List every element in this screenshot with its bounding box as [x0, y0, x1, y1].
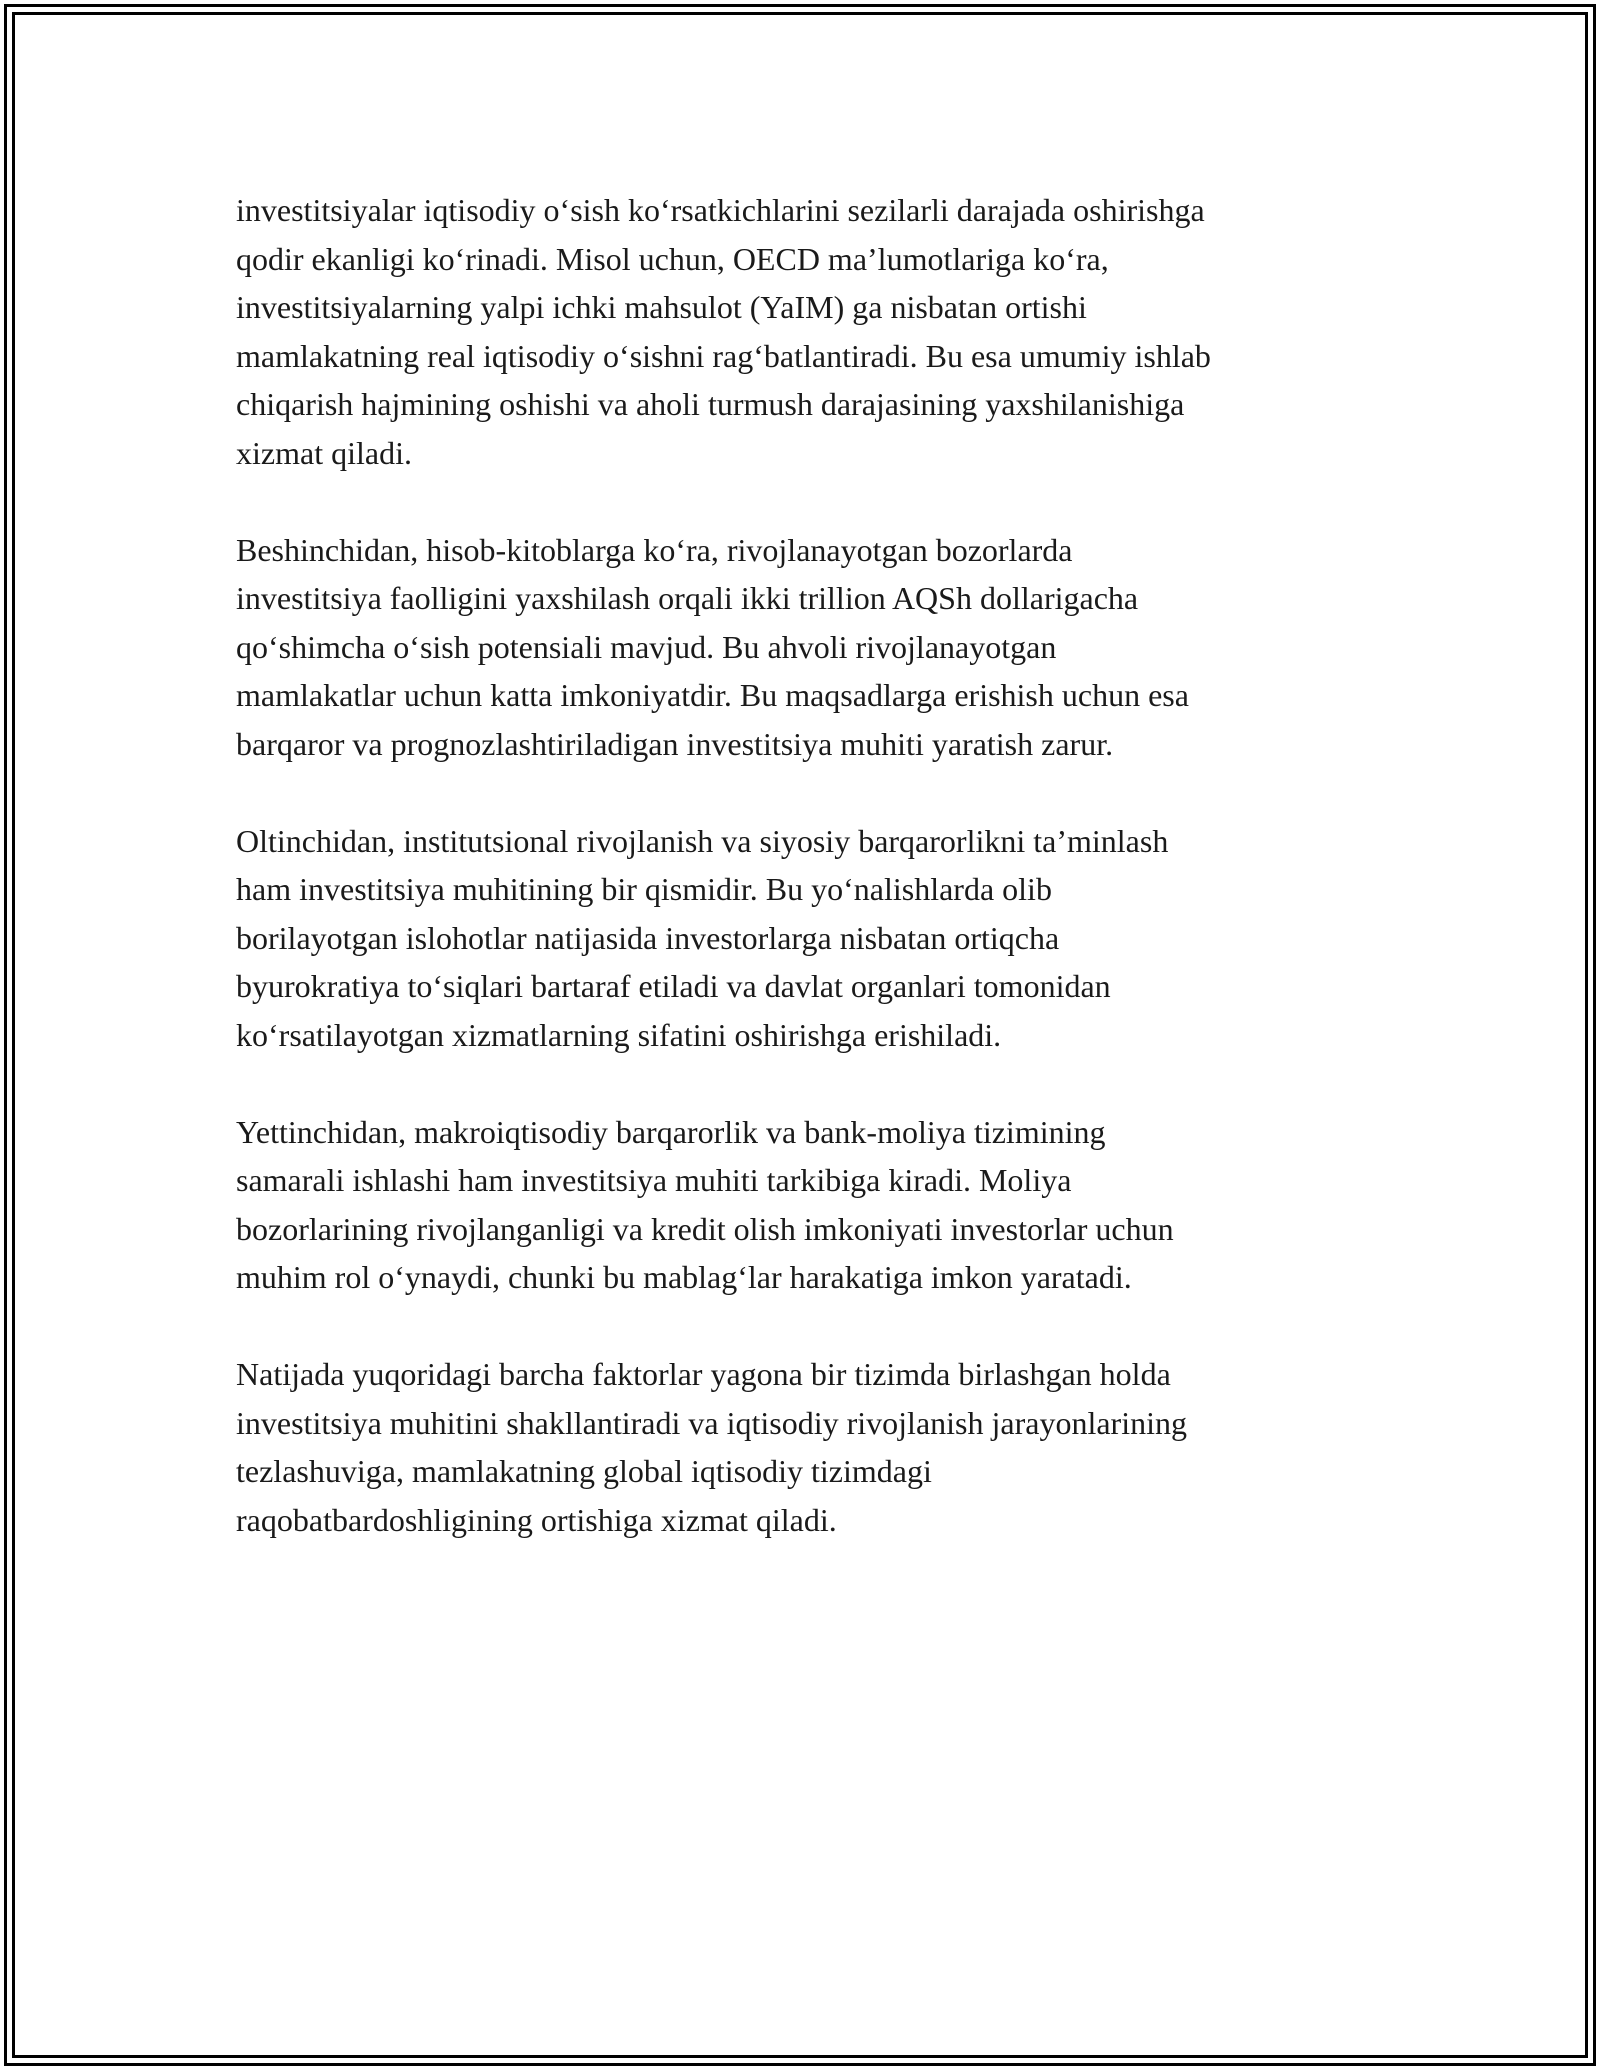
text-line: samarali ishlashi ham investitsiya muhiti tarkibiga kiradi. Moliya	[236, 1162, 1072, 1198]
text-line: ham investitsiya muhitining bir qismidir. Bu yo‘nalishlarda olib	[236, 871, 1052, 907]
text-line: muhim rol o‘ynaydi, chunki bu mablag‘lar harakatiga imkon yaratadi.	[236, 1259, 1132, 1295]
text-line: raqobatbardoshligining ortishiga xizmat qiladi.	[236, 1501, 837, 1538]
text-line: byurokratiya to‘siqlari bartaraf etiladi va davlat organlari tomonidan	[236, 968, 1111, 1004]
paragraph-4	[236, 1108, 1366, 1302]
text-line: Beshinchidan, hisob-kitoblarga ko‘ra, rivojlanayotgan bozorlarda	[236, 531, 1073, 568]
text-line: tezlashuviga, mamlakatning global iqtisodiy tizimdagi	[236, 1453, 932, 1489]
text-line: xizmat qiladi.	[236, 434, 412, 471]
paragraph-3	[236, 817, 1366, 1060]
text-line: borilayotgan islohotlar natijasida investorlarga nisbatan ortiqcha	[236, 919, 1060, 956]
text-line: investitsiya muhitini shakllantiradi va iqtisodiy rivojlanish jarayonlarining	[236, 1404, 1187, 1441]
text-line: Yettinchidan, makroiqtisodiy barqarorlik va bank-moliya tizimining	[236, 1113, 1106, 1150]
text-line: Oltinchidan, institutsional rivojlanish va siyosiy barqarorlikni ta’minlash	[236, 822, 1169, 859]
text-line: investitsiya faolligini yaxshilash orqali ikki trillion AQSh dollarigacha	[236, 580, 1139, 616]
text-line: ko‘rsatilayotgan xizmatlarning sifatini oshirishga erishiladi.	[236, 1016, 1002, 1053]
text-line: mamlakatning real iqtisodiy o‘sishni rag‘batlantiradi. Bu esa umumiy ishlab	[236, 337, 1211, 374]
text-line: Natijada yuqoridagi barcha faktorlar yagona bir tizimda birlashgan holda	[236, 1356, 1171, 1392]
text-line: bozorlarining rivojlanganligi va kredit olish imkoniyati investorlar uchun	[236, 1210, 1174, 1247]
text-line: chiqarish hajmining oshishi va aholi turmush darajasining yaxshilanishiga	[236, 386, 1185, 422]
paragraph-1	[236, 186, 1366, 477]
paragraph-2	[236, 526, 1366, 769]
document-body	[236, 186, 1366, 1593]
text-line: qo‘shimcha o‘sish potensiali mavjud. Bu ahvoli rivojlanayotgan	[236, 628, 1057, 665]
text-line: investitsiyalarning yalpi ichki mahsulot (YaIM) ga nisbatan ortishi	[236, 289, 1087, 325]
paragraph-5	[236, 1350, 1366, 1544]
text-line: mamlakatlar uchun katta imkoniyatdir. Bu maqsadlarga erishish uchun esa	[236, 677, 1189, 713]
text-line: investitsiyalar iqtisodiy o‘sish ko‘rsatkichlarini sezilarli darajada oshirishga	[236, 192, 1205, 228]
text-line: barqaror va prognozlashtiriladigan investitsiya muhiti yaratish zarur.	[236, 725, 1114, 762]
text-line: qodir ekanligi ko‘rinadi. Misol uchun, OECD ma’lumotlariga ko‘ra,	[236, 240, 1109, 277]
